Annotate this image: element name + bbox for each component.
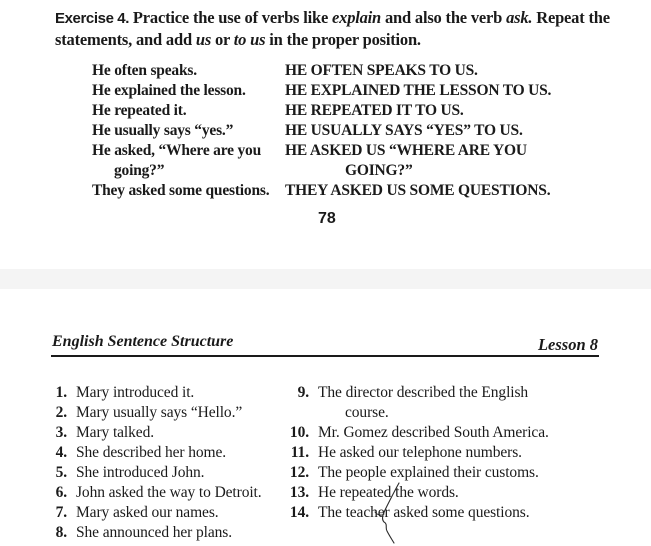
item-number: 1. xyxy=(55,384,67,401)
example-answer: HE ASKED US “WHERE ARE YOU xyxy=(285,142,527,159)
page-separator xyxy=(0,269,651,289)
list-item xyxy=(287,503,549,523)
instruction-emphasis: us xyxy=(195,30,212,49)
item-text: The teacher asked some questions. xyxy=(318,504,530,521)
list-item xyxy=(287,463,549,483)
item-number: 10. xyxy=(289,424,309,441)
instruction-text: Repeat the statements, and add xyxy=(55,8,610,49)
instruction-text: or xyxy=(211,30,234,49)
example-prompt: He often speaks. xyxy=(92,62,197,79)
item-text: Mary introduced it. xyxy=(76,384,195,401)
item-number: 9. xyxy=(297,384,309,401)
example-row xyxy=(92,81,551,101)
item-text: She introduced John. xyxy=(76,464,205,481)
item-number: 5. xyxy=(55,464,67,481)
example-row xyxy=(92,141,551,161)
list-item-continuation xyxy=(287,403,549,423)
header-rule xyxy=(51,355,599,357)
item-number: 6. xyxy=(55,484,67,501)
list-item xyxy=(287,423,549,443)
list-item xyxy=(287,483,549,503)
list-item xyxy=(52,423,262,443)
example-prompt: They asked some questions. xyxy=(92,182,270,199)
item-text: Mary asked our names. xyxy=(76,504,219,521)
example-row xyxy=(92,101,551,121)
example-prompt: going?” xyxy=(114,162,165,179)
item-number: 8. xyxy=(55,524,67,541)
instruction-text: Practice the use of verbs like xyxy=(129,8,333,27)
item-text: She described her home. xyxy=(76,444,227,461)
example-answer: HE USUALLY SAYS “YES” TO US. xyxy=(285,122,523,139)
list-item xyxy=(52,483,262,503)
list-item xyxy=(52,403,262,423)
exercise-examples xyxy=(92,61,551,201)
item-number: 7. xyxy=(55,504,67,521)
example-answer: HE EXPLAINED THE LESSON TO US. xyxy=(285,82,552,99)
item-text: He asked our telephone numbers. xyxy=(318,444,522,461)
item-number: 11. xyxy=(290,444,309,461)
book-title: English Sentence Structure xyxy=(52,333,234,350)
example-answer: HE OFTEN SPEAKS TO US. xyxy=(285,62,478,79)
example-prompt: He repeated it. xyxy=(92,102,187,119)
item-text: The director described the English xyxy=(318,384,529,401)
instruction-emphasis: explain xyxy=(332,8,382,27)
item-text-continuation: course. xyxy=(345,404,389,421)
example-row-continuation xyxy=(92,161,551,181)
list-item xyxy=(287,383,549,403)
item-number: 3. xyxy=(55,424,67,441)
page-number: 78 xyxy=(318,210,336,227)
example-prompt: He asked, “Where are you xyxy=(92,142,261,159)
list-item xyxy=(52,503,262,523)
instruction-text: in the proper position. xyxy=(265,30,421,49)
sentence-list-right xyxy=(287,383,549,523)
example-prompt: He usually says “yes.” xyxy=(92,122,234,139)
item-text: Mr. Gomez described South America. xyxy=(318,424,549,441)
item-text: Mary usually says “Hello.” xyxy=(76,404,243,421)
sentence-list-left xyxy=(52,383,262,543)
example-answer: HE REPEATED IT TO US. xyxy=(285,102,464,119)
example-prompt: He explained the lesson. xyxy=(92,82,246,99)
item-text: John asked the way to Detroit. xyxy=(76,484,262,501)
exercise-label: Exercise 4. xyxy=(55,10,129,27)
item-text: Mary talked. xyxy=(76,424,154,441)
example-row xyxy=(92,61,551,81)
list-item xyxy=(52,383,262,403)
list-item xyxy=(52,463,262,483)
list-item xyxy=(52,523,262,543)
item-text: He repeated the words. xyxy=(318,484,459,501)
example-row xyxy=(92,181,551,201)
instruction-text: and also the verb xyxy=(381,8,507,27)
list-item xyxy=(52,443,262,463)
item-number: 14. xyxy=(289,504,309,521)
example-answer: GOING?” xyxy=(345,162,413,179)
exercise-instruction xyxy=(55,7,615,50)
item-text: The people explained their customs. xyxy=(318,464,539,481)
instruction-emphasis: to us xyxy=(233,30,266,49)
lesson-label: Lesson 8 xyxy=(537,335,598,354)
item-number: 12. xyxy=(289,464,309,481)
item-text: She announced her plans. xyxy=(76,524,232,541)
item-number: 13. xyxy=(289,484,309,501)
running-header xyxy=(52,331,598,353)
example-answer: THEY ASKED US SOME QUESTIONS. xyxy=(285,182,551,199)
list-item xyxy=(287,443,549,463)
instruction-emphasis: ask. xyxy=(506,8,533,27)
item-number: 4. xyxy=(55,444,67,461)
example-row xyxy=(92,121,551,141)
item-number: 2. xyxy=(55,404,67,421)
